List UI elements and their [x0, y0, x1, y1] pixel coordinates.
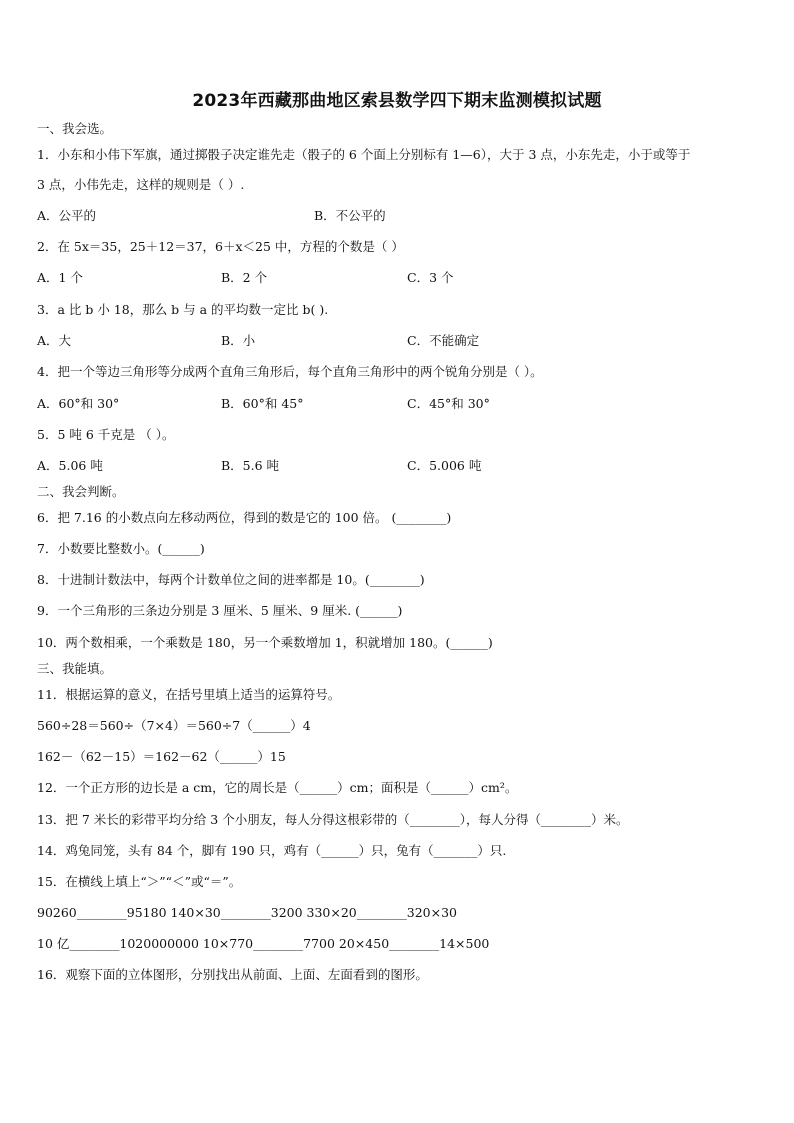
question-2-option-a: A．1 个 [37, 270, 83, 285]
question-1-text: 1．小东和小伟下军旗，通过掷骰子决定谁先走（骰子的 6 个面上分别标有 1—6），大于 3 点，小东先走，小于或等于 [37, 147, 691, 162]
question-13-text: 13．把 7 米长的彩带平均分给 3 个小朋友，每人分得这根彩带的（________），每人分得（________）米。 [37, 812, 629, 827]
question-4-option-b: B．60°和 45° [221, 396, 304, 411]
question-1-text-cont: 3 点，小伟先走，这样的规则是（ ）. [37, 177, 245, 192]
question-5-option-a: A．5.06 吨 [37, 458, 103, 473]
section-3-heading: 三、我能填。 [37, 661, 113, 676]
question-9-text: 9．一个三角形的三条边分别是 3 厘米、5 厘米、9 厘米. (______) [37, 603, 403, 618]
question-3-option-c: C．不能确定 [407, 333, 480, 348]
question-12-text: 12．一个正方形的边长是 a cm，它的周长是（______）cm；面积是（______）cm²。 [37, 780, 518, 795]
question-11-line-b: 162－（62－15）＝162－62（______）15 [37, 749, 286, 764]
question-1-option-a: A．公平的 [37, 208, 97, 223]
question-3-text: 3．a 比 b 小 18，那么 b 与 a 的平均数一定比 b( ). [37, 302, 329, 317]
section-2-heading: 二、我会判断。 [37, 484, 125, 499]
question-3-option-b: B．小 [221, 333, 256, 348]
question-7-text: 7．小数要比整数小。(______) [37, 541, 205, 556]
question-4-option-a: A．60°和 30° [37, 396, 120, 411]
question-10-text: 10．两个数相乘，一个乘数是 180，另一个乘数增加 1，积就增加 180。(______) [37, 635, 493, 650]
question-8-text: 8．十进制计数法中，每两个计数单位之间的进率都是 10。(________) [37, 572, 425, 587]
question-5-option-b: B．5.6 吨 [221, 458, 280, 473]
question-16-text: 16．观察下面的立体图形，分别找出从前面、上面、左面看到的图形。 [37, 967, 428, 982]
section-1-heading: 一、我会选。 [37, 121, 113, 136]
question-5-text: 5．5 吨 6 千克是 （ ）。 [37, 427, 175, 442]
question-3-option-a: A．大 [37, 333, 72, 348]
question-15-text: 15．在横线上填上“＞”“＜”或“＝”。 [37, 874, 242, 889]
question-15-row-2: 10 亿________1020000000 10×770________7700 20×450________14×500 [37, 936, 490, 951]
page-title: 2023年西藏那曲地区索县数学四下期末监测模拟试题 [192, 91, 602, 111]
question-2-option-b: B．2 个 [221, 270, 268, 285]
question-4-option-c: C．45°和 30° [407, 396, 490, 411]
question-15-row-1: 90260________95180 140×30________3200 330×20________320×30 [37, 905, 458, 920]
question-2-text: 2．在 5x＝35，25＋12＝37，6＋x＜25 中，方程的个数是（ ） [37, 239, 404, 254]
question-14-text: 14．鸡兔同笼，头有 84 个，脚有 190 只，鸡有（______）只，兔有（_______）只. [37, 843, 507, 858]
question-4-text: 4．把一个等边三角形等分成两个直角三角形后，每个直角三角形中的两个锐角分别是（ ）。 [37, 364, 543, 379]
question-11-line-a: 560÷28＝560÷（7×4）＝560÷7（______）4 [37, 718, 311, 733]
question-2-option-c: C．3 个 [407, 270, 454, 285]
question-1-option-b: B．不公平的 [314, 208, 386, 223]
question-6-text: 6．把 7.16 的小数点向左移动两位，得到的数是它的 100 倍。 (________) [37, 510, 452, 525]
question-11-text: 11．根据运算的意义，在括号里填上适当的运算符号。 [37, 687, 341, 702]
question-5-option-c: C．5.006 吨 [407, 458, 482, 473]
